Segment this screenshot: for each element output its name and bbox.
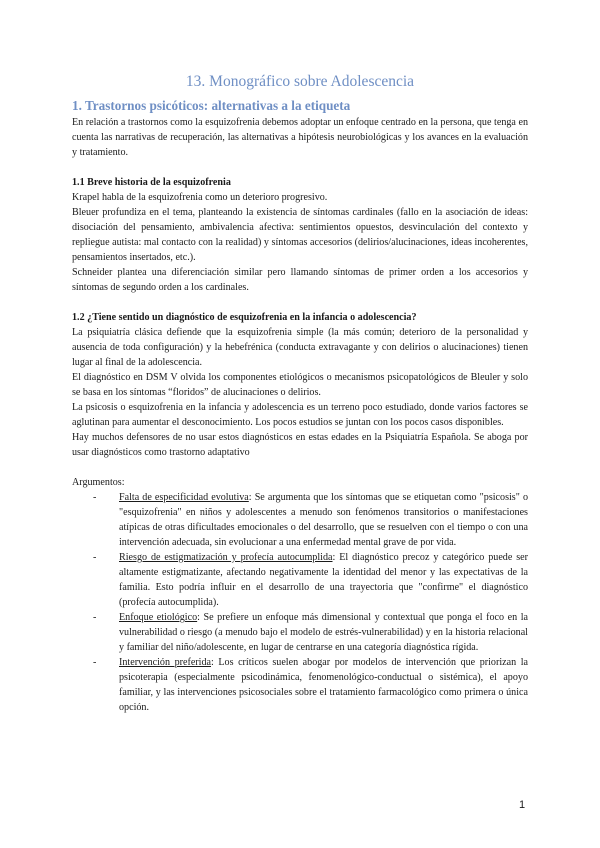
arguments-list xyxy=(72,490,528,715)
argument-item xyxy=(72,550,528,610)
diagnosis-paragraph-2: El diagnóstico en DSM V olvida los componentes etiológicos o mecanismos psicopatológicos de Bleuler y solo se basa en los síntomas “floridos” de alucinaciones o delirios. xyxy=(72,372,528,398)
argument-item xyxy=(72,610,528,655)
diagnosis-paragraph-1: La psiquiatría clásica defiende que la esquizofrenia simple (la más común; deterioro de la personalidad y ausencia de toda configuración) y la hebefrénica (conducta extravagante y con delirios o alucinaciones) tienen lugar al final de la adolescencia. xyxy=(72,327,528,368)
diagnosis-paragraph-3: La psicosis o esquizofrenia en la infancia y adolescencia es un terreno poco estudiado, donde varios factores se aglutinan para aumentar el desconocimiento. Los pocos estudios se juntan con los pocos casos disponibles. xyxy=(72,402,528,428)
argument-text: : Se argumenta que los síntomas que se etiquetan como "psicosis" o "esquizofrenia" en niños y adolescentes a menudo son fenómenos transitorios o manifestaciones atípicas de otras dificultades emocionales o del desarrollo, que se resuelven con el tiempo o con una intervención adecuada, sin evolucionar a una enfermedad mental grave de por vida. xyxy=(119,492,528,548)
history-paragraph-3: Schneider plantea una diferenciación similar pero llamando síntomas de primer orden a los accesorios y síntomas de segundo orden a los cardinales. xyxy=(72,267,528,293)
argument-term: Intervención preferida xyxy=(119,657,211,668)
list-dash: - xyxy=(93,552,97,563)
argument-text: : Los críticos suelen abogar por modelos de intervención que priorizan la psicoterapia (especialmente psicodinámica, fenomenológico-conductual o sistémica), el apoyo familiar, y las intervenciones psicosociales sobre el tratamiento farmacológico como primera o única opción. xyxy=(119,657,529,713)
subsection-heading-history: 1.1 Breve historia de la esquizofrenia xyxy=(72,177,231,188)
diagnosis-paragraph-4: Hay muchos defensores de no usar estos diagnósticos en estas edades en la Psiquiatría Española. Se aboga por usar diagnósticos como trastorno adaptativo xyxy=(72,432,528,458)
document-page xyxy=(72,72,528,715)
argument-item xyxy=(72,490,528,550)
argument-text: : El diagnóstico precoz y categórico puede ser altamente estigmatizante, afectando negativamente la identidad del menor y las expectativas de la familia. Esto podría influir en el desarrollo de una trayectoria que "confirme" el diagnóstico (profecía autocumplida). xyxy=(119,552,528,608)
subsection-heading-diagnosis: 1.2 ¿Tiene sentido un diagnóstico de esquizofrenia en la infancia o adolescencia? xyxy=(72,312,417,323)
arguments-label: Argumentos: xyxy=(72,477,125,488)
section-intro: En relación a trastornos como la esquizofrenia debemos adoptar un enfoque centrado en la persona, que tenga en cuenta las narrativas de recuperación, las alternativas a hipótesis neurobiológicas y los avances en la evaluación y tratamiento. xyxy=(72,117,528,158)
argument-term: Falta de especificidad evolutiva xyxy=(119,492,249,503)
list-dash: - xyxy=(93,492,97,503)
history-paragraph-2: Bleuer profundiza en el tema, planteando la existencia de síntomas cardinales (fallo en la asociación de ideas: disociación del pensamiento, ambivalencia afectiva: sentimientos opuestos, desvinculación del contexto y repliegue autista: mal contacto con la realidad) y síntomas accesorios (delirios/alucinaciones, ideas incoherentes, pensamientos insertados, etc.). xyxy=(72,207,528,263)
argument-item xyxy=(72,655,528,715)
section-heading: 1. Trastornos psicóticos: alternativas a la etiqueta xyxy=(72,98,351,113)
argument-term: Riesgo de estigmatización y profecía autocumplida xyxy=(119,552,333,563)
history-paragraph-1: Krapel habla de la esquizofrenia como un deterioro progresivo. xyxy=(72,192,328,203)
page-number: 1 xyxy=(519,799,526,811)
list-dash: - xyxy=(93,612,97,623)
list-dash: - xyxy=(93,657,97,668)
document-title: 13. Monográfico sobre Adolescencia xyxy=(185,73,415,90)
argument-text: : Se prefiere un enfoque más dimensional y contextual que ponga el foco en la vulnerabilidad o riesgo (a menudo bajo el modelo de estrés-vulnerabilidad) y en la historia relacional y familiar del niño/adolescente, en lugar de centrarse en una categoría diagnóstica rígida. xyxy=(119,612,528,653)
argument-term: Enfoque etiológico xyxy=(119,612,198,623)
